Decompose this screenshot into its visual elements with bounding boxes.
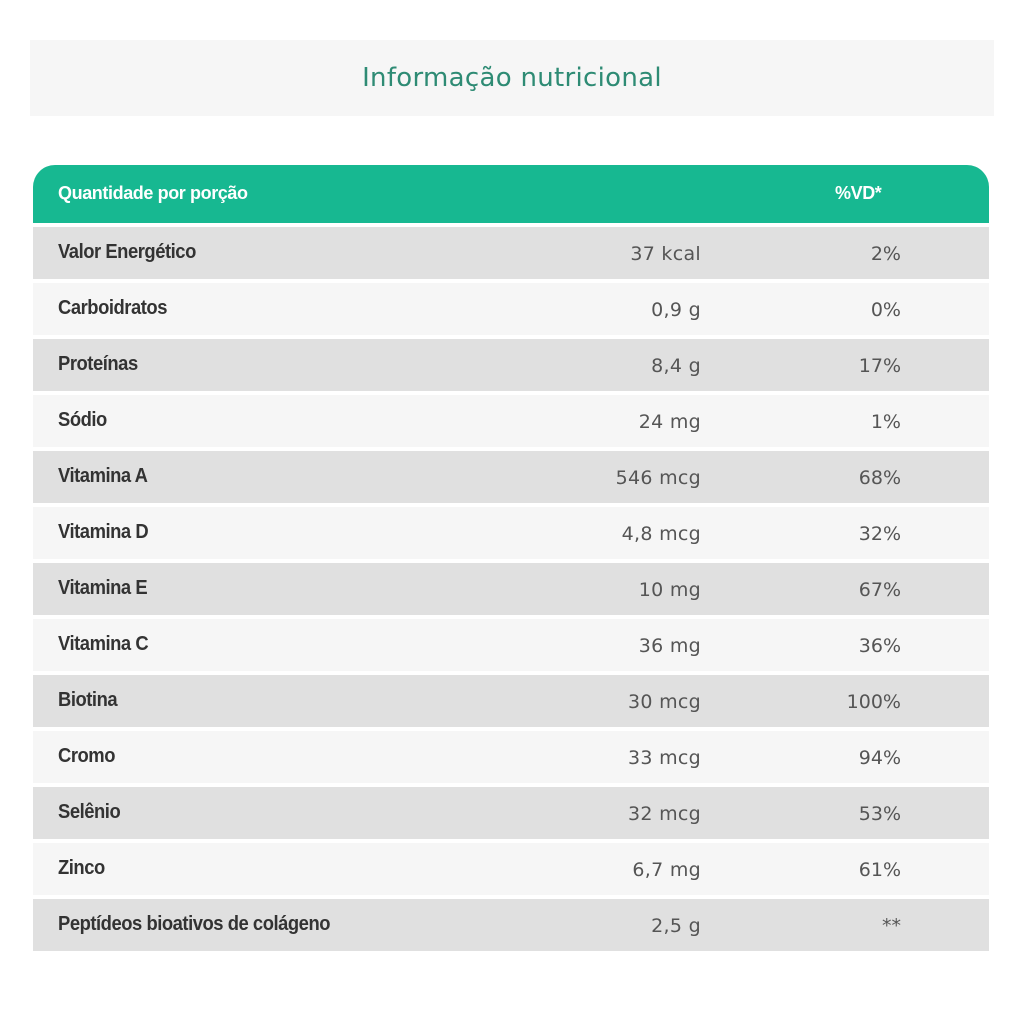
header-portion-label: Quantidade por porção — [58, 183, 248, 203]
nutrient-vd: 36% — [858, 635, 901, 657]
title-bar — [30, 40, 994, 116]
table-row — [33, 787, 989, 839]
nutrient-quantity: 4,8 mcg — [621, 523, 701, 545]
nutrient-name: Zinco — [58, 857, 105, 879]
nutrient-vd: 1% — [870, 411, 901, 433]
table-row — [33, 899, 989, 951]
nutrient-vd: 17% — [858, 355, 901, 377]
table-row — [33, 675, 989, 727]
nutrient-vd: ** — [882, 915, 901, 937]
nutrient-vd: 53% — [858, 803, 901, 825]
nutrient-name: Vitamina C — [58, 633, 149, 655]
table-row — [33, 507, 989, 559]
nutrient-vd: 0% — [870, 299, 901, 321]
nutrient-quantity: 0,9 g — [651, 299, 701, 321]
page-title: Informação nutricional — [362, 63, 662, 93]
nutrient-quantity: 6,7 mg — [632, 859, 701, 881]
nutrient-quantity: 8,4 g — [651, 355, 701, 377]
nutrient-name: Selênio — [58, 801, 121, 823]
table-row — [33, 227, 989, 279]
table-row — [33, 843, 989, 895]
nutrient-quantity: 33 mcg — [627, 747, 701, 769]
table-row — [33, 731, 989, 783]
table-row — [33, 451, 989, 503]
nutrient-vd: 94% — [858, 747, 901, 769]
nutrition-table — [33, 165, 989, 951]
nutrient-name: Biotina — [58, 689, 118, 711]
nutrient-quantity: 32 mcg — [627, 803, 701, 825]
table-row — [33, 395, 989, 447]
header-vd-label: %VD* — [835, 183, 882, 203]
nutrient-vd: 68% — [858, 467, 901, 489]
nutrient-quantity: 10 mg — [638, 579, 701, 601]
nutrient-vd: 32% — [858, 523, 901, 545]
nutrient-vd: 61% — [858, 859, 901, 881]
nutrient-name: Cromo — [58, 745, 115, 767]
table-row — [33, 563, 989, 615]
nutrient-name: Vitamina E — [58, 577, 148, 599]
nutrient-name: Peptídeos bioativos de colágeno — [58, 913, 331, 935]
nutrient-quantity: 36 mg — [638, 635, 701, 657]
nutrient-name: Valor Energético — [58, 241, 196, 263]
nutrient-quantity: 546 mcg — [615, 467, 701, 489]
nutrient-quantity: 37 kcal — [630, 243, 701, 265]
table-row — [33, 339, 989, 391]
nutrient-quantity: 2,5 g — [651, 915, 701, 937]
table-row — [33, 283, 989, 335]
nutrient-vd: 100% — [846, 691, 901, 713]
nutrient-vd: 67% — [858, 579, 901, 601]
nutrient-name: Proteínas — [58, 353, 138, 375]
nutrient-name: Sódio — [58, 409, 107, 431]
nutrient-quantity: 30 mcg — [627, 691, 701, 713]
nutrient-name: Vitamina A — [58, 465, 148, 487]
table-row — [33, 619, 989, 671]
nutrient-name: Vitamina D — [58, 521, 149, 543]
nutrient-quantity: 24 mg — [638, 411, 701, 433]
nutrient-vd: 2% — [870, 243, 901, 265]
nutrient-name: Carboidratos — [58, 297, 167, 319]
table-header — [33, 165, 989, 223]
